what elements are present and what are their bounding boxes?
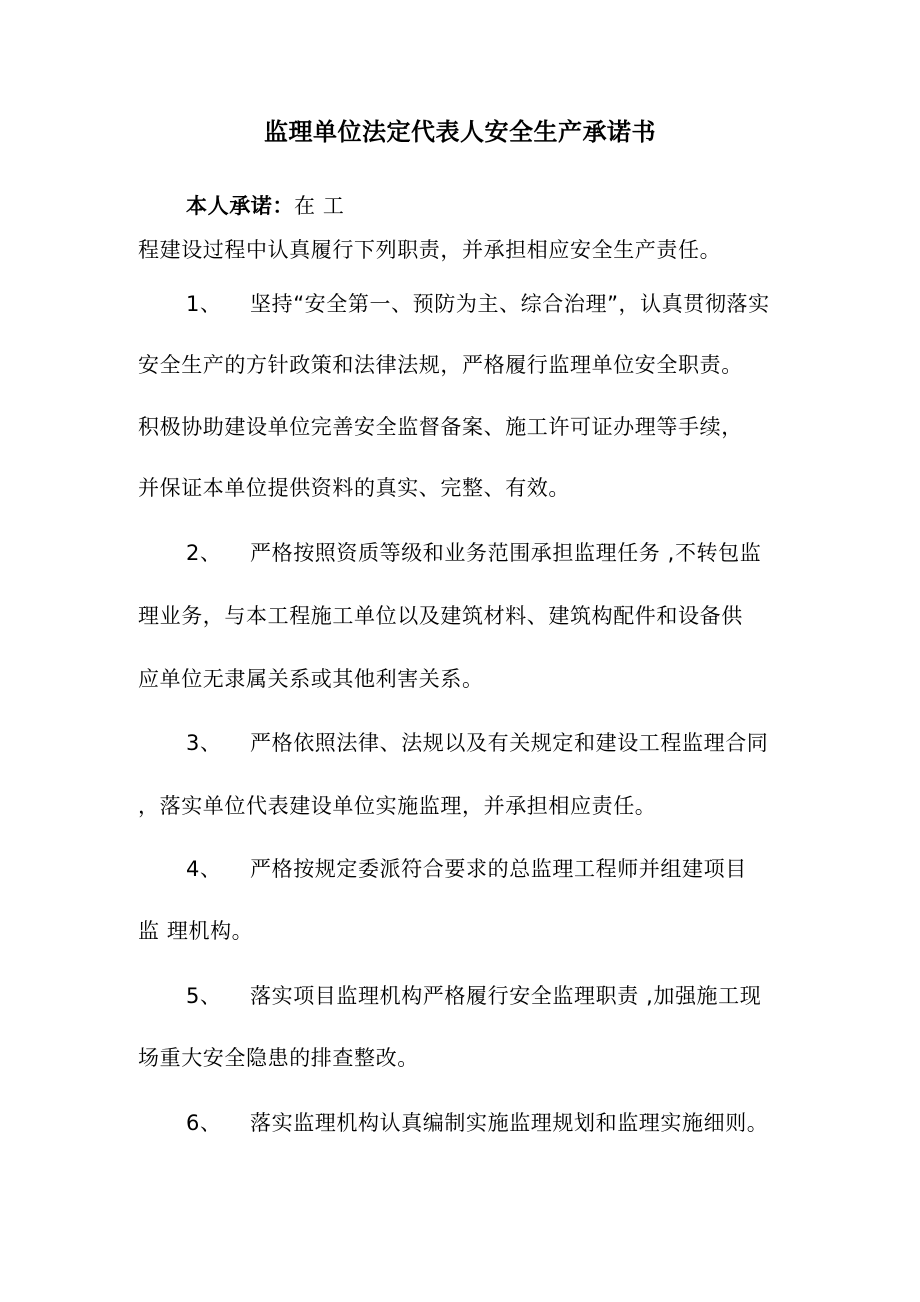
item-6-number: 6、 — [186, 1111, 222, 1135]
item-4-number: 4、 — [186, 857, 222, 881]
item-4-text-1: 严格按规定委派符合要求的总监理工程师并组建项目 — [250, 857, 747, 881]
item-5-line-2: 场重大安全隐患的排查整改。 — [138, 1046, 419, 1070]
item-2-line-3: 应单位无隶属关系或其他利害关系。 — [138, 667, 484, 691]
item-3-line-2: ，落实单位代表建设单位实施监理，并承担相应责任。 — [138, 794, 657, 818]
item-5-text-1: 落实项目监理机构严格履行安全监理职责 ,加强施工现 — [250, 984, 762, 1008]
item-1-number: 1、 — [186, 292, 222, 316]
item-5-number: 5、 — [186, 984, 222, 1008]
item-4-line-1 — [138, 849, 838, 889]
item-1-line-3: 积极协助建设单位完善安全监督备案、施工许可证办理等手续， — [138, 415, 743, 439]
item-2-line-1 — [138, 533, 838, 573]
intro-line-1 — [186, 186, 886, 226]
item-2-number: 2、 — [186, 541, 222, 565]
item-1-text-1: 坚持“安全第一、预防为主、综合治理”，认真贯彻落实 — [250, 292, 770, 316]
intro-line-2: 程建设过程中认真履行下列职责，并承担相应安全生产责任。 — [138, 238, 722, 262]
item-4-line-2: 监 理机构。 — [138, 919, 254, 943]
item-6-text-1: 落实监理机构认真编制实施监理规划和监理实施细则。 — [250, 1111, 769, 1135]
item-5-line-1 — [138, 976, 838, 1016]
item-2-line-2: 理业务，与本工程施工单位以及建筑材料、建筑构配件和设备供 — [138, 604, 743, 628]
intro-label: 本人承诺： — [186, 194, 294, 218]
item-6-line-1 — [138, 1103, 838, 1143]
item-3-number: 3、 — [186, 731, 222, 755]
item-1-line-1 — [138, 284, 838, 324]
item-2-text-1: 严格按照资质等级和业务范围承担监理任务 ,不转包监 — [250, 541, 762, 565]
item-1-line-4: 并保证本单位提供资料的真实、完整、有效。 — [138, 476, 570, 500]
item-3-text-1: 严格依照法律、法规以及有关规定和建设工程监理合同 — [250, 731, 769, 755]
intro-label-continuation: 在 工 — [294, 194, 345, 218]
item-1-line-2: 安全生产的方针政策和法律法规，严格履行监理单位安全职责。 — [138, 353, 743, 377]
document-title: 监理单位法定代表人安全生产承诺书 — [264, 118, 656, 146]
item-3-line-1 — [138, 723, 838, 763]
